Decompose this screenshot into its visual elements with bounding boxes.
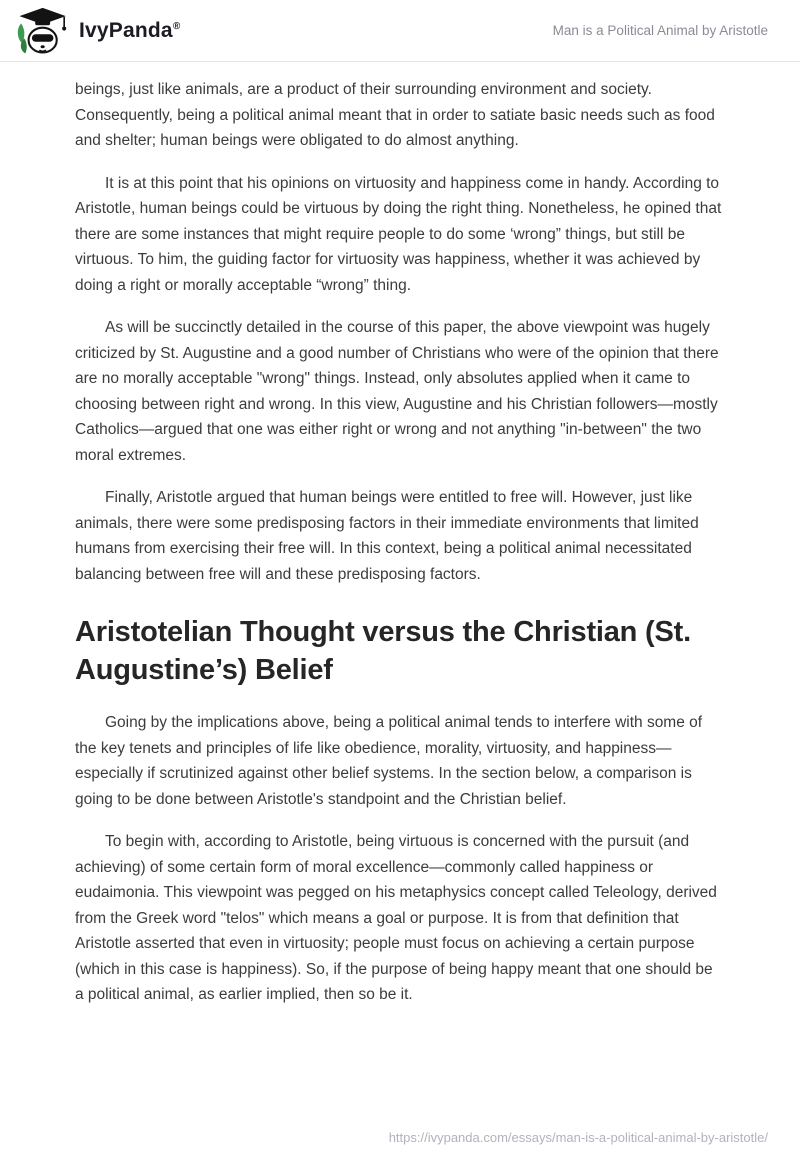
- brand-name: [79, 19, 180, 43]
- registered-trademark: ®: [172, 20, 181, 32]
- section-heading: Aristotelian Thought versus the Christian (St. Augustine’s) Belief: [75, 616, 691, 686]
- document-title: Man is a Political Animal by Aristotle: [552, 23, 768, 38]
- paragraph: As will be succinctly detailed in the course of this paper, the above viewpoint was hugely criticized by St. Augustine and a good number of Christians who were of the opinion that there are no morally acceptable "wrong" things. Instead, only absolutes applied when it came to choosing between right and wrong. In this view, Augustine and his Christian followers—mostly Catholics—argued that one was either right or wrong and not anything "in-between" the two moral extremes.: [75, 319, 719, 464]
- paragraph: It is at this point that his opinions on virtuosity and happiness come in handy. According to Aristotle, human beings could be virtuous by doing the right thing. Nonetheless, he opined that there are some instances that might require people to do some ‘wrong” things, but still be virtuous. To him, the guiding factor for virtuosity was happiness, whether it was achieved by doing a right or morally acceptable “wrong” thing.: [75, 174, 722, 294]
- page-header: [0, 0, 800, 62]
- paragraph: Finally, Aristotle argued that human beings were entitled to free will. However, just like animals, there were some predisposing factors in their immediate environments that limited humans from exercising their free will. In this context, being a political animal necessitated balancing between free will and these predisposing factors.: [75, 489, 699, 583]
- paragraph: To begin with, according to Aristotle, being virtuous is concerned with the pursuit (and achieving) of some certain form of moral excellence—commonly called happiness or eudaimonia. This viewpoint was pegged on his metaphysics concept called Teleology, derived from the Greek word "telos" which means a goal or purpose. It is from that definition that Aristotle asserted that even in virtuosity; people must focus on achieving a certain purpose (which in this case is happiness). So, if the purpose of being happy meant that one should be a political animal, as earlier implied, then so be it.: [75, 833, 717, 1003]
- source-url: https://ivypanda.com/essays/man-is-a-political-animal-by-aristotle/: [388, 1130, 768, 1145]
- essay-content: [0, 62, 800, 1008]
- brand-name-text: IvyPanda: [79, 18, 173, 42]
- paragraph: Going by the implications above, being a political animal tends to interfere with some of the key tenets and principles of life like obedience, morality, virtuosity, and happiness—especially if scrutinized against other belief systems. In the section below, a comparison is going to be done between Aristotle's standpoint and the Christian belief.: [75, 714, 703, 808]
- ivypanda-brand: [14, 7, 180, 55]
- ivypanda-logo-icon: [14, 7, 68, 55]
- page-footer: [389, 1129, 768, 1147]
- paragraph: beings, just like animals, are a product of their surrounding environment and society. Consequently, being a political animal meant that in order to satiate basic needs such as food and shelter; human beings were obligated to do almost anything.: [75, 81, 715, 149]
